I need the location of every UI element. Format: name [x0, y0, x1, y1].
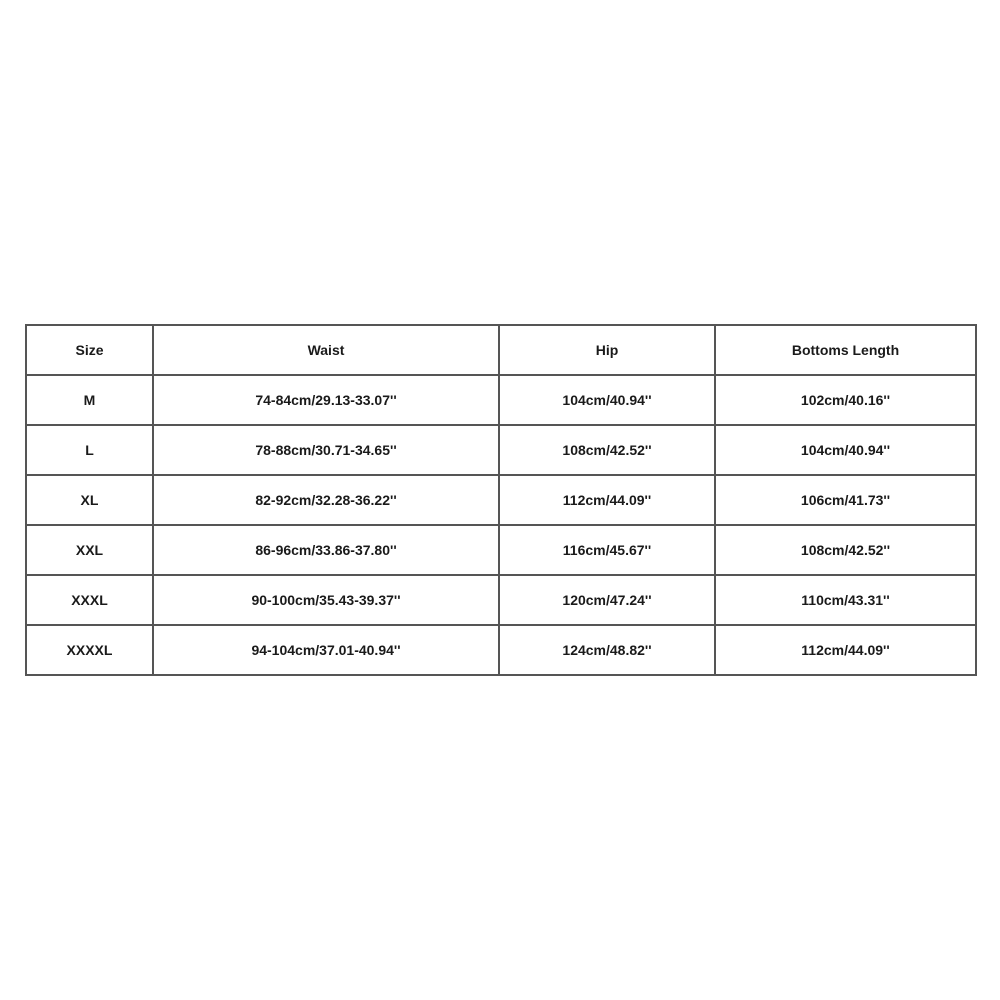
- cell-size: XXXXL: [26, 625, 153, 675]
- header-bottoms-length: Bottoms Length: [715, 325, 976, 375]
- table-row: [26, 375, 976, 425]
- cell-hip: 116cm/45.67'': [499, 525, 715, 575]
- cell-size: XL: [26, 475, 153, 525]
- table-row: [26, 425, 976, 475]
- cell-waist: 78-88cm/30.71-34.65'': [153, 425, 499, 475]
- cell-waist: 90-100cm/35.43-39.37'': [153, 575, 499, 625]
- table-row: [26, 475, 976, 525]
- table-row: [26, 525, 976, 575]
- table-row: [26, 625, 976, 675]
- cell-bottoms-length: 106cm/41.73'': [715, 475, 976, 525]
- cell-waist: 74-84cm/29.13-33.07'': [153, 375, 499, 425]
- header-size: Size: [26, 325, 153, 375]
- header-row: [26, 325, 976, 375]
- cell-hip: 120cm/47.24'': [499, 575, 715, 625]
- table-row: [26, 575, 976, 625]
- cell-bottoms-length: 108cm/42.52'': [715, 525, 976, 575]
- header-waist: Waist: [153, 325, 499, 375]
- header-hip: Hip: [499, 325, 715, 375]
- cell-hip: 104cm/40.94'': [499, 375, 715, 425]
- cell-hip: 124cm/48.82'': [499, 625, 715, 675]
- cell-waist: 86-96cm/33.86-37.80'': [153, 525, 499, 575]
- cell-size: M: [26, 375, 153, 425]
- cell-size: XXXL: [26, 575, 153, 625]
- cell-bottoms-length: 112cm/44.09'': [715, 625, 976, 675]
- cell-waist: 94-104cm/37.01-40.94'': [153, 625, 499, 675]
- cell-bottoms-length: 102cm/40.16'': [715, 375, 976, 425]
- cell-hip: 108cm/42.52'': [499, 425, 715, 475]
- cell-size: XXL: [26, 525, 153, 575]
- cell-size: L: [26, 425, 153, 475]
- size-chart-table: [25, 324, 977, 676]
- cell-hip: 112cm/44.09'': [499, 475, 715, 525]
- cell-bottoms-length: 104cm/40.94'': [715, 425, 976, 475]
- cell-bottoms-length: 110cm/43.31'': [715, 575, 976, 625]
- cell-waist: 82-92cm/32.28-36.22'': [153, 475, 499, 525]
